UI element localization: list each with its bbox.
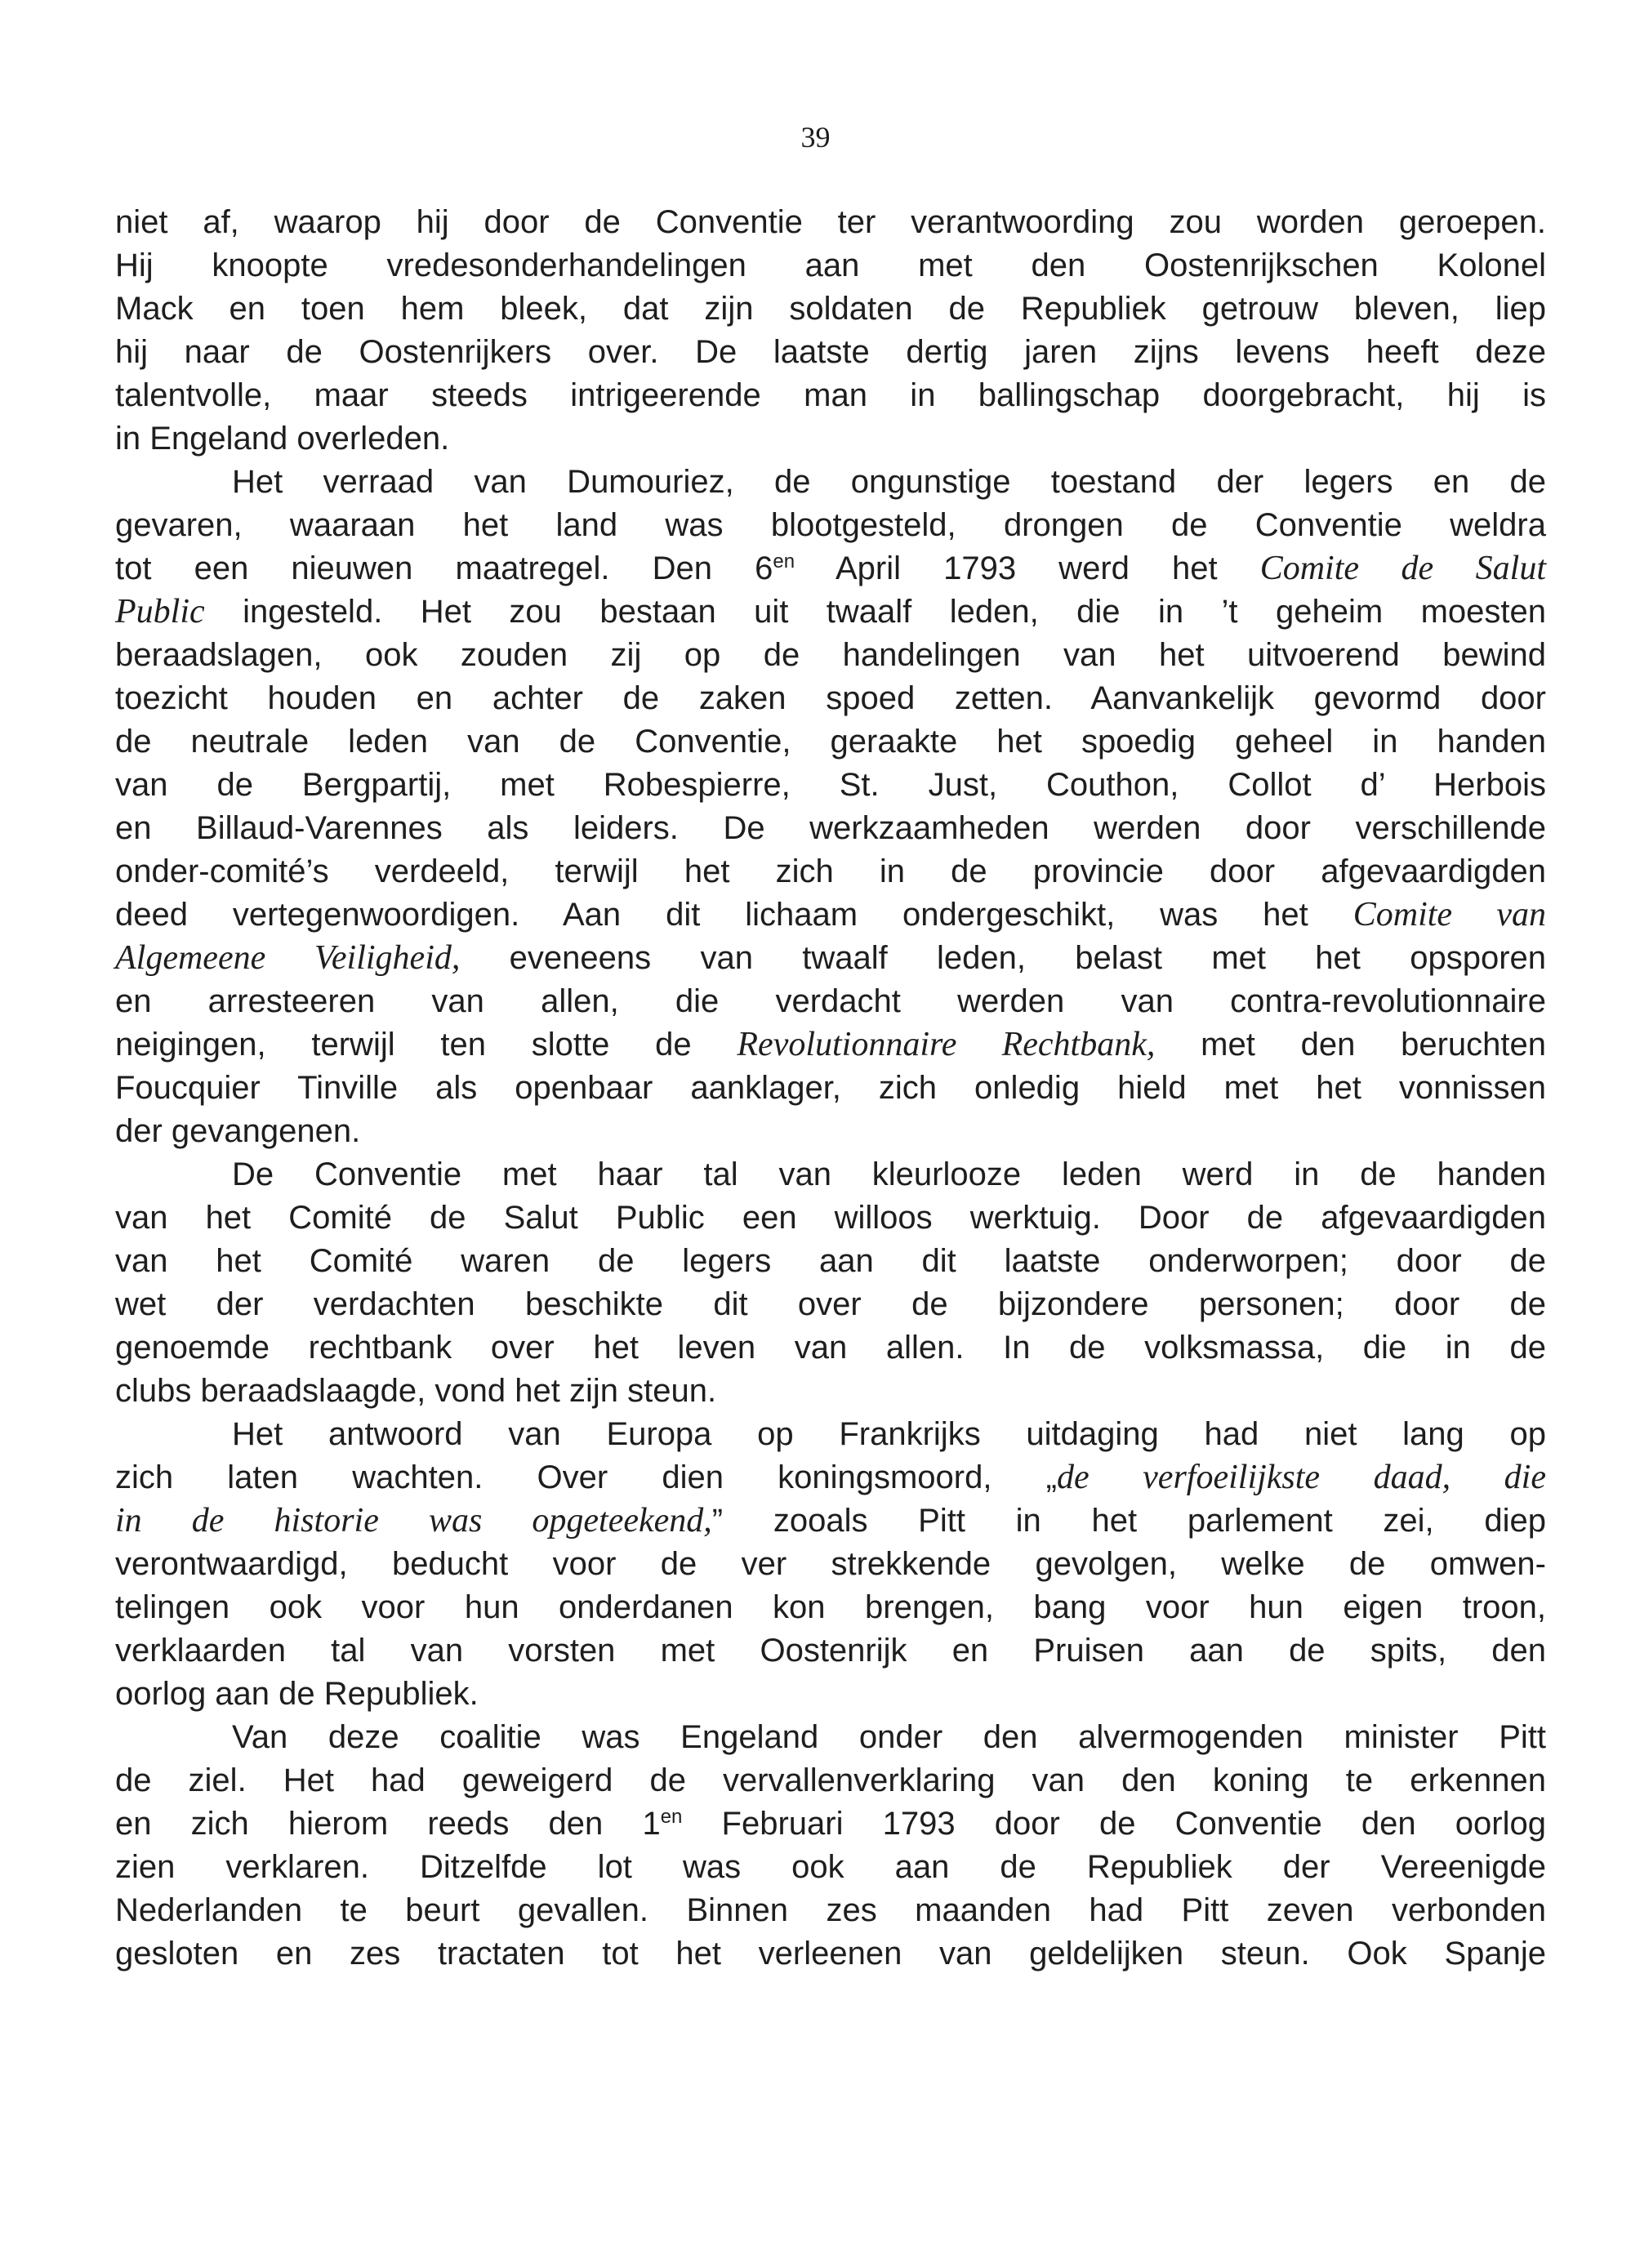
text-segment: en zich hierom reeds den 1 xyxy=(115,1806,661,1842)
text-segment: Het verraad van Dumouriez, de ongunstige toestand der legers en de xyxy=(232,464,1546,500)
text-segment: met den beruchten xyxy=(1155,1027,1547,1063)
text-segment: en Billaud-Varennes als leiders. De werkzaamheden werden door verschillende xyxy=(115,810,1546,846)
text-line xyxy=(115,980,1546,1023)
text-line xyxy=(115,1499,1546,1543)
text-segment: der gevangenen. xyxy=(115,1113,361,1149)
text-line xyxy=(115,1413,1546,1456)
text-segment: oorlog aan de Republiek. xyxy=(115,1676,479,1712)
text-segment: Van deze coalitie was Engeland onder den alvermogenden minister Pitt xyxy=(232,1719,1546,1755)
text-segment: De Conventie met haar tal van kleurlooze leden werd in de handen xyxy=(232,1156,1546,1192)
text-segment: clubs beraadslaagde, vond het zijn steun. xyxy=(115,1373,717,1409)
text-line xyxy=(115,461,1546,504)
text-line xyxy=(115,1110,1546,1153)
superscript: en xyxy=(773,550,795,573)
text-segment: Het antwoord van Europa op Frankrijks uitdaging had niet lang op xyxy=(232,1416,1546,1452)
text-segment: Hij knoopte vredesonderhandelingen aan met den Oostenrijkschen Kolonel xyxy=(115,247,1546,283)
text-segment: toezicht houden en achter de zaken spoed zetten. Aanvankelijk gevormd door xyxy=(115,680,1546,716)
text-line xyxy=(115,374,1546,417)
text-line xyxy=(115,677,1546,720)
text-line xyxy=(115,504,1546,547)
text-line xyxy=(115,634,1546,677)
italic-text: Revolutionnaire Rechtbank, xyxy=(737,1026,1156,1063)
text-line xyxy=(115,547,1546,590)
text-line xyxy=(115,417,1546,461)
text-line xyxy=(115,764,1546,807)
text-line xyxy=(115,244,1546,287)
text-line xyxy=(115,1932,1546,1976)
text-line xyxy=(115,1759,1546,1802)
text-line xyxy=(115,1629,1546,1673)
text-line xyxy=(115,1716,1546,1759)
text-line xyxy=(115,1543,1546,1586)
italic-text: Algemeene Veiligheid, xyxy=(115,939,461,977)
text-segment: genoemde rechtbank over het leven van allen. In de volksmassa, die in de xyxy=(115,1330,1546,1366)
text-segment: beraadslagen, ook zouden zij op de handelingen van het uitvoerend bewind xyxy=(115,637,1546,673)
text-segment: gevaren, waaraan het land was blootgesteld, drongen de Conventie weldra xyxy=(115,507,1546,543)
text-line xyxy=(115,1283,1546,1326)
text-segment: Mack en toen hem bleek, dat zijn soldaten de Republiek getrouw bleven, liep xyxy=(115,291,1546,327)
text-line xyxy=(115,287,1546,331)
text-segment: van het Comité waren de legers aan dit laatste onderworpen; door de xyxy=(115,1243,1546,1279)
text-segment: zien verklaren. Ditzelfde lot was ook aan de Republiek der Vereenigde xyxy=(115,1849,1546,1885)
text-segment: eveneens van twaalf leden, belast met het opsporen xyxy=(460,940,1547,976)
text-segment: van het Comité de Salut Public een willoos werktuig. Door de afgevaardigden xyxy=(115,1200,1546,1236)
text-line xyxy=(115,1153,1546,1196)
italic-text: in de historie was opgeteekend, xyxy=(115,1502,712,1539)
page-number: 39 xyxy=(800,121,831,154)
text-line xyxy=(115,850,1546,893)
text-line xyxy=(115,1802,1546,1846)
text-line xyxy=(115,1889,1546,1932)
text-segment: neigingen, terwijl ten slotte de xyxy=(115,1027,738,1063)
text-line xyxy=(115,1456,1546,1499)
text-segment: ingesteld. Het zou bestaan uit twaalf leden, die in ’t geheim moesten xyxy=(204,594,1546,630)
text-line xyxy=(115,937,1546,980)
text-segment: Foucquier Tinville als openbaar aanklager, zich onledig hield met het vonnissen xyxy=(115,1070,1546,1106)
text-line xyxy=(115,331,1546,374)
text-line xyxy=(115,807,1546,850)
text-segment: verklaarden tal van vorsten met Oostenrijk en Pruisen aan de spits, den xyxy=(115,1633,1546,1669)
text-segment: telingen ook voor hun onderdanen kon brengen, bang voor hun eigen troon, xyxy=(115,1589,1546,1625)
body-text xyxy=(115,201,1546,1976)
text-segment: de ziel. Het had geweigerd de vervallenverklaring van den koning te erkennen xyxy=(115,1762,1546,1798)
text-segment: van de Bergpartij, met Robespierre, St. Just, Couthon, Collot d’ Herbois xyxy=(115,767,1546,803)
text-segment: in Engeland overleden. xyxy=(115,421,450,457)
text-segment: verontwaardigd, beducht voor de ver strekkende gevolgen, welke de omwen- xyxy=(115,1546,1546,1582)
text-segment: en arresteeren van allen, die verdacht werden van contra-revolutionnaire xyxy=(115,983,1546,1019)
text-segment: Nederlanden te beurt gevallen. Binnen zes maanden had Pitt zeven verbonden xyxy=(115,1892,1546,1928)
text-segment: deed vertegenwoordigen. Aan dit lichaam ondergeschikt, was het xyxy=(115,897,1353,933)
text-segment: tot een nieuwen maatregel. Den 6 xyxy=(115,550,773,586)
text-line xyxy=(115,1067,1546,1110)
text-line xyxy=(115,201,1546,244)
text-segment: zich laten wachten. Over dien koningsmoord, „ xyxy=(115,1459,1057,1495)
text-line xyxy=(115,720,1546,764)
italic-text: Public xyxy=(115,593,205,630)
text-segment: Februari 1793 door de Conventie den oorlog xyxy=(682,1806,1546,1842)
italic-text: Comite de Salut xyxy=(1259,550,1546,587)
text-line xyxy=(115,1023,1546,1067)
text-line xyxy=(115,1370,1546,1413)
text-line xyxy=(115,1673,1546,1716)
text-line xyxy=(115,1326,1546,1370)
text-line xyxy=(115,1586,1546,1629)
superscript: en xyxy=(660,1806,683,1828)
text-line xyxy=(115,1240,1546,1283)
text-line xyxy=(115,893,1546,937)
italic-text: de verfoeilijkste daad, die xyxy=(1056,1459,1546,1496)
text-segment: April 1793 werd het xyxy=(795,550,1260,586)
text-line xyxy=(115,1846,1546,1889)
text-line xyxy=(115,590,1546,634)
text-segment: ” zooals Pitt in het parlement zei, diep xyxy=(711,1503,1547,1539)
text-segment: wet der verdachten beschikte dit over de bijzondere personen; door de xyxy=(115,1286,1546,1322)
text-segment: talentvolle, maar steeds intrigeerende man in ballingschap doorgebracht, hij is xyxy=(115,377,1546,413)
italic-text: Comite van xyxy=(1352,896,1547,933)
text-segment: hij naar de Oostenrijkers over. De laatste dertig jaren zijns levens heeft deze xyxy=(115,334,1546,370)
text-segment: niet af, waarop hij door de Conventie ter verantwoording zou worden geroepen. xyxy=(115,204,1546,240)
text-segment: gesloten en zes tractaten tot het verleenen van geldelijken steun. Ook Spanje xyxy=(115,1936,1546,1972)
text-segment: onder-comité’s verdeeld, terwijl het zich in de provincie door afgevaardigden xyxy=(115,853,1546,889)
text-segment: de neutrale leden van de Conventie, geraakte het spoedig geheel in handen xyxy=(115,724,1546,760)
text-line xyxy=(115,1196,1546,1240)
